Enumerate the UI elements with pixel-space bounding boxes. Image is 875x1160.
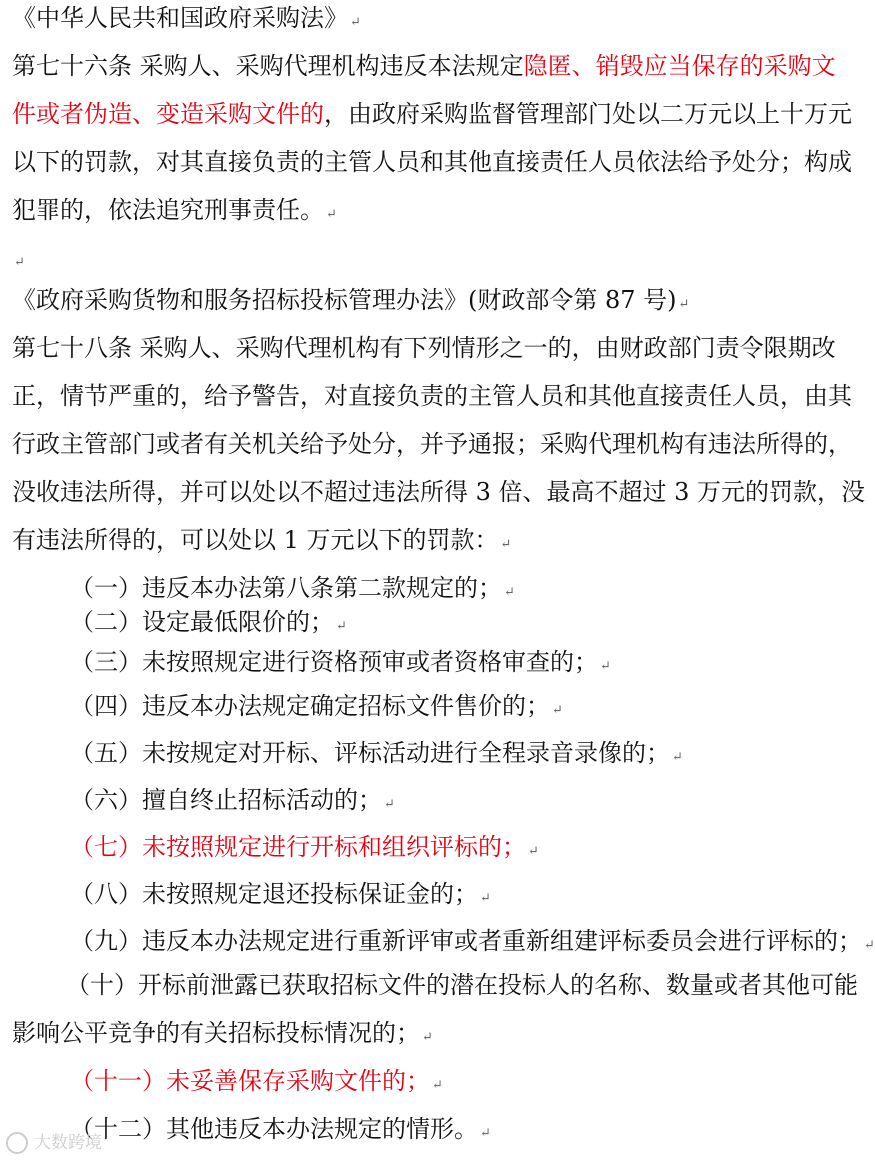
art78-line-2: [12, 379, 857, 413]
item-text: （七）未按照规定进行开标和组织评标的；: [70, 833, 526, 861]
item-text: 影响公平竞争的有关招标投标情况的；: [12, 1019, 420, 1047]
paragraph-mark-icon: ↵: [432, 1078, 443, 1093]
list-item-10-line-2: [12, 1016, 857, 1055]
art78-text: 第七十八条 采购人、采购代理机构有下列情形之一的，由财政部门责令限期改: [12, 334, 836, 362]
paragraph-mark-icon: ↵: [480, 891, 491, 906]
paragraph-mark-icon: ↵: [552, 703, 563, 718]
paragraph-mark-icon: ↵: [678, 297, 690, 312]
art76-text: 犯罪的，依法追究刑事责任。: [12, 196, 324, 224]
list-item: [70, 689, 857, 728]
art78-line-1: [12, 331, 857, 365]
paragraph-mark-icon: ↵: [500, 537, 512, 552]
list-item: [70, 1112, 857, 1151]
item-text: （十一）未妥善保存采购文件的；: [70, 1067, 430, 1095]
item-text: （十二）其他违反本办法规定的情形。: [70, 1115, 478, 1143]
art78-text: 行政主管部门或者有关机关给予处分，并予通报；采购代理机构有违法所得的，: [12, 430, 852, 458]
paragraph-mark-icon: ↵: [864, 938, 875, 953]
empty-paragraph: [12, 241, 857, 280]
item-text: （三）未按照规定进行资格预审或者资格审查的；: [70, 648, 598, 676]
art76-line-1: [12, 49, 857, 83]
law1-title: 《中华人民共和国政府采购法》: [12, 4, 348, 32]
law1-title-line: [12, 1, 857, 40]
list-item: [70, 645, 857, 684]
paragraph-mark-icon: ↵: [350, 15, 361, 30]
list-item-highlighted: [70, 1064, 857, 1103]
art76-line-4: [12, 193, 857, 232]
art78-line-3: [12, 427, 857, 461]
art76-text: 第七十六条 采购人、采购代理机构违反本法规定: [12, 52, 524, 80]
art76-line-3: [12, 145, 857, 179]
list-item: [70, 877, 857, 916]
watermark-logo-icon: [6, 1132, 28, 1154]
item-text: （八）未按照规定退还投标保证金的；: [70, 880, 478, 908]
item-text: （五）未按规定对开标、评标活动进行全程录音录像的；: [70, 739, 670, 767]
art76-text: ，由政府采购监督管理部门处以二万元以上十万元: [324, 100, 852, 128]
paragraph-mark-icon: ↵: [336, 619, 347, 634]
paragraph-mark-icon: ↵: [504, 585, 515, 600]
paragraph-mark-icon: ↵: [528, 844, 539, 859]
item-text: （十）开标前泄露已获取招标文件的潜在投标人的名称、数量或者其他可能: [66, 971, 858, 999]
list-item: [70, 605, 857, 644]
watermark-text: 大数跨境: [34, 1133, 102, 1153]
paragraph-mark-icon: ↵: [384, 797, 395, 812]
law2-title: 《政府采购货物和服务招标投标管理办法》(财政部令第 87 号): [12, 286, 677, 314]
item-text: （四）违反本办法规定确定招标文件售价的；: [70, 692, 550, 720]
item-text: （六）擅自终止招标活动的；: [70, 786, 382, 814]
paragraph-mark-icon: ↵: [422, 1030, 433, 1045]
art76-line-2: [12, 97, 857, 131]
art78-text: 正，情节严重的，给予警告，对直接负责的主管人员和其他直接责任人员，由其: [12, 382, 852, 410]
watermark: [6, 1128, 102, 1154]
art78-line-4: [12, 475, 866, 509]
item-text: （二）设定最低限价的；: [70, 608, 334, 636]
list-item: [70, 924, 875, 963]
art78-text: 有违法所得的，可以处以 1 万元以下的罚款：: [12, 526, 499, 554]
art76-highlight: 件或者伪造、变造采购文件的: [12, 100, 324, 128]
paragraph-mark-icon: ↵: [480, 1126, 491, 1141]
art76-highlight: 隐匿、销毁应当保存的采购文: [523, 52, 836, 80]
list-item-highlighted: [70, 830, 857, 869]
item-text: （一）违反本办法第八条第二款规定的；: [70, 574, 502, 602]
paragraph-mark-icon: ↵: [600, 659, 611, 674]
list-item: [70, 736, 857, 775]
paragraph-mark-icon: ↵: [326, 207, 337, 222]
art78-text: 没收违法所得，并可以处以不超过违法所得 3 倍、最高不超过 3 万元的罚款，没: [12, 478, 866, 506]
list-item-10-line-1: [66, 968, 857, 1002]
art78-line-5: [12, 523, 857, 562]
list-item: [70, 783, 857, 822]
law2-title-line: [12, 283, 857, 322]
item-text: （九）违反本办法规定进行重新评审或者重新组建评标委员会进行评标的；: [70, 927, 862, 955]
paragraph-mark-icon: ↵: [14, 255, 25, 270]
art76-text: 以下的罚款，对其直接负责的主管人员和其他直接责任人员依法给予处分；构成: [12, 148, 852, 176]
paragraph-mark-icon: ↵: [672, 750, 683, 765]
